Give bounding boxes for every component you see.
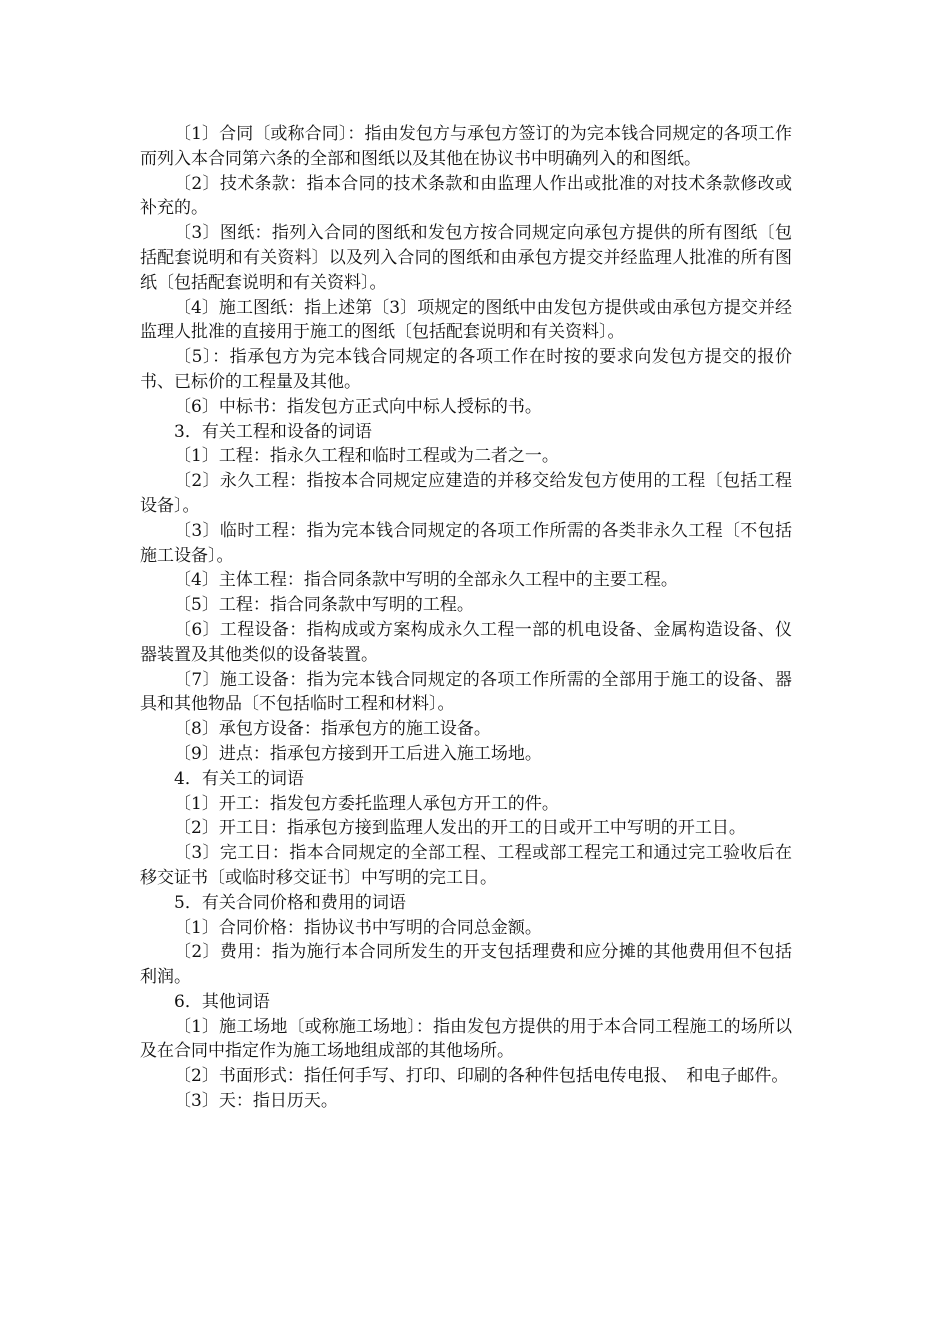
paragraph: 〔9〕进点：指承包方接到开工后进入施工场地。 xyxy=(174,743,542,764)
paragraph: 〔2〕书面形式：指任何手写、打印、印刷的各种件包括电传电报、 和电子邮件。 xyxy=(174,1066,789,1087)
paragraph: 〔2〕费用：指为施行本合同所发生的开支包括理费和应分摊的其他费用但不包括利润。 xyxy=(140,942,792,988)
paragraph: 〔3〕临时工程：指为完本钱合同规定的各项工作所需的各类非永久工程〔不包括施工设备〕。 xyxy=(140,520,792,566)
paragraph: 〔3〕完工日：指本合同规定的全部工程、工程或部工程完工和通过完工验收后在移交证书〔或临时移交证书〕中写明的完工日。 xyxy=(140,843,792,888)
paragraph: 〔2〕开工日：指承包方接到监理人发出的开工的日或开工中写明的开工日。 xyxy=(174,818,746,839)
paragraph: 〔1〕合同价格：指协议书中写明的合同总金额。 xyxy=(174,917,542,938)
paragraph: 〔6〕中标书：指发包方正式向中标人授标的书。 xyxy=(174,396,542,417)
paragraph: 〔1〕施工场地〔或称施工场地〕：指由发包方提供的用于本合同工程施工的场所以及在合同中指定作为施工场地组成部的其他场所。 xyxy=(140,1016,792,1062)
paragraph: 〔2〕永久工程：指按本合同规定应建造的并移交给发包方使用的工程〔包括工程设备〕。 xyxy=(140,471,792,516)
paragraph: 〔7〕施工设备：指为完本钱合同规定的各项工作所需的全部用于施工的设备、器具和其他物品〔不包括临时工程和材料〕。 xyxy=(140,669,792,715)
paragraph: 〔4〕主体工程：指合同条款中写明的全部永久工程中的主要工程。 xyxy=(174,570,678,591)
paragraph: 〔5〕：指承包方为完本钱合同规定的各项工作在时按的要求向发包方提交的报价书、已标价的工程量及其他。 xyxy=(140,347,792,392)
paragraph: 〔8〕承包方设备：指承包方的施工设备。 xyxy=(174,719,491,740)
paragraph: 〔1〕开工：指发包方委托监理人承包方开工的件。 xyxy=(174,793,559,814)
paragraph: 〔1〕工程：指永久工程和临时工程或为二者之一。 xyxy=(174,446,559,467)
section-heading: 3．有关工程和设备的词语 xyxy=(174,421,372,442)
paragraph: 〔2〕技术条款：指本合同的技术条款和由监理人作出或批准的对技术条款修改或补充的。 xyxy=(140,173,792,219)
paragraph: 〔3〕天：指日历天。 xyxy=(174,1091,338,1112)
section-heading: 4．有关工的词语 xyxy=(174,768,304,789)
section-heading: 5．有关合同价格和费用的词语 xyxy=(174,892,406,913)
paragraph: 〔5〕工程：指合同条款中写明的工程。 xyxy=(174,595,474,616)
section-heading: 6．其他词语 xyxy=(174,991,270,1012)
paragraph: 〔3〕图纸：指列入合同的图纸和发包方按合同规定向承包方提供的所有图纸〔包括配套说明和有关资料〕以及列入合同的图纸和由承包方提交并经监理人批准的所有图纸〔包括配套说明和有关资料〕。 xyxy=(140,223,792,293)
paragraph: 〔4〕施工图纸：指上述第〔3〕项规定的图纸中由发包方提供或由承包方提交并经监理人批准的直接用于施工的图纸〔包括配套说明和有关资料〕。 xyxy=(140,297,792,343)
paragraph: 〔6〕工程设备：指构成或方案构成永久工程一部的机电设备、金属构造设备、仪器装置及其他类似的设备装置。 xyxy=(140,619,792,665)
document-page xyxy=(140,122,792,1114)
paragraph: 〔1〕合同〔或称合同〕：指由发包方与承包方签订的为完本钱合同规定的各项工作而列入本合同第六条的全部和图纸以及其他在协议书中明确列入的和图纸。 xyxy=(140,124,792,169)
